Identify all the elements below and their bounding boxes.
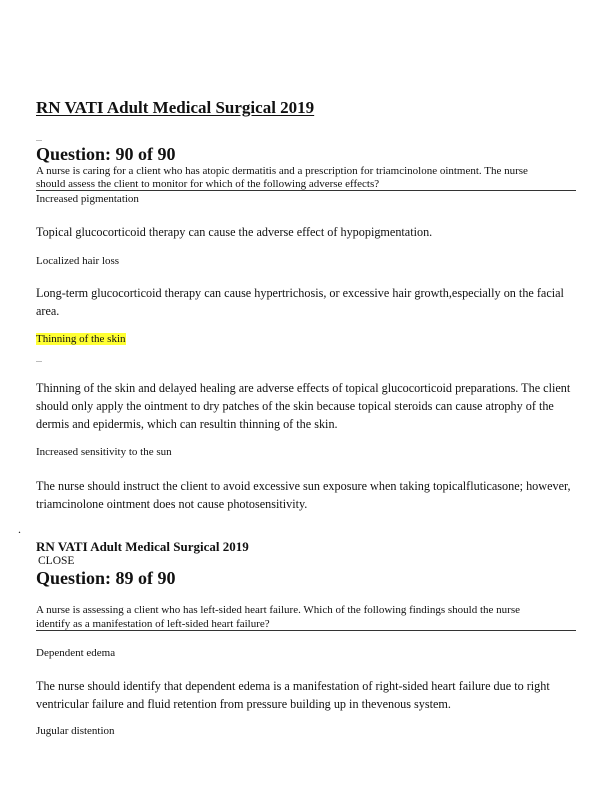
- option-thinning-of-the-skin[interactable]: Thinning of the skin: [36, 333, 126, 345]
- question-90-stem-line1: A nurse is caring for a client who has atopic dermatitis and a prescription for triamcinolone ointment. The nurse: [36, 165, 528, 177]
- question-90-stem-line2: should assess the client to monitor for which of the following adverse effects?: [36, 178, 380, 190]
- question-89-heading: Question: 89 of 90: [36, 568, 176, 588]
- explanation-localized-hair-loss: Long-term glucocorticoid therapy can cause hypertrichosis, or excessive hair growth,especially on the facial area.: [36, 286, 564, 318]
- option-jugular-distention[interactable]: Jugular distention: [36, 725, 115, 737]
- divider-mark: [36, 140, 42, 141]
- explanation-thinning-of-the-skin: Thinning of the skin and delayed healing are adverse effects of topical glucocorticoid preparations. The client should only apply the ointment to dry patches of the skin because topical steroids can cause atrophy of the dermis and epidermis, which can resultin thinning of the skin.: [36, 381, 571, 431]
- option-dependent-edema[interactable]: Dependent edema: [36, 647, 116, 659]
- divider-mark: [36, 361, 42, 362]
- question-90-stem-underline: [36, 190, 576, 191]
- question-90-heading: Question: 90 of 90: [36, 144, 176, 164]
- explanation-increased-pigmentation: Topical glucocorticoid therapy can cause the adverse effect of hypopigmentation.: [36, 225, 433, 239]
- option-localized-hair-loss[interactable]: Localized hair loss: [36, 255, 120, 267]
- explanation-increased-sensitivity-to-the-sun: The nurse should instruct the client to avoid excessive sun exposure when taking topicalfluticasone; however, triamcinolone ointment does not cause photosensitivity.: [36, 479, 571, 511]
- section-title: RN VATI Adult Medical Surgical 2019: [36, 539, 249, 554]
- close-button[interactable]: CLOSE: [38, 555, 75, 567]
- question-89-stem-line1: A nurse is assessing a client who has left-sided heart failure. Which of the following findings should the nurse: [36, 604, 520, 616]
- document-title: RN VATI Adult Medical Surgical 2019: [36, 98, 315, 117]
- question-89-stem-underline: [36, 630, 576, 631]
- question-89-stem-line2: identify as a manifestation of left-sided heart failure?: [36, 618, 270, 630]
- option-increased-sensitivity-to-the-sun[interactable]: Increased sensitivity to the sun: [36, 446, 172, 458]
- explanation-dependent-edema: The nurse should identify that dependent edema is a manifestation of right-sided heart failure due to right ventricular failure and fluid retention from pressure building up in thevenous system.: [36, 679, 550, 711]
- option-increased-pigmentation[interactable]: Increased pigmentation: [36, 193, 139, 205]
- separator-dot: .: [18, 522, 21, 536]
